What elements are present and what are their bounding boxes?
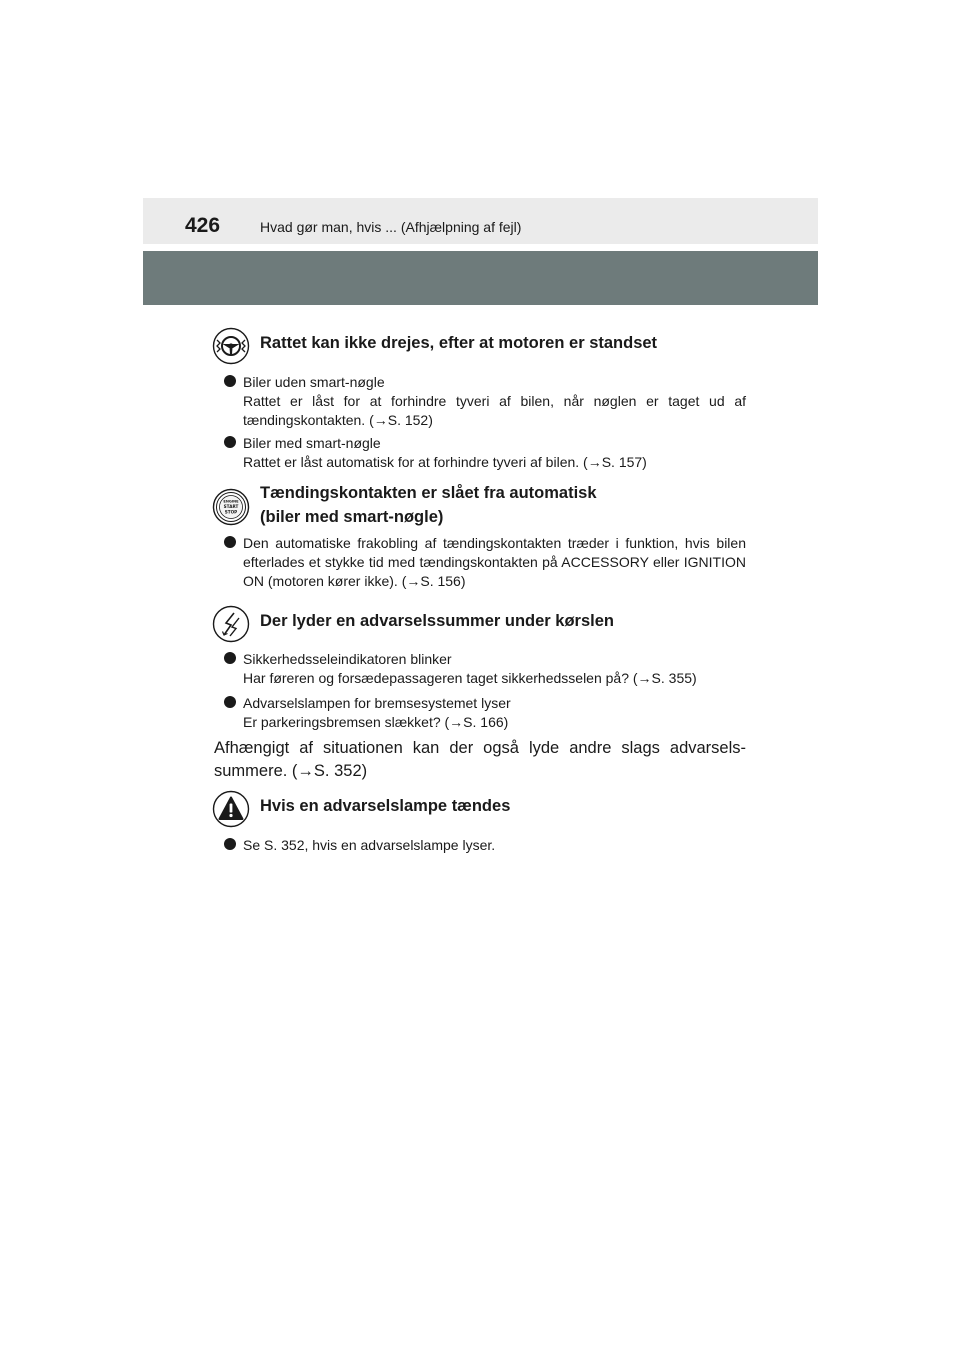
item-text: Rattet er låst automatisk for at forhindre tyveri af bilen. (→S. 157) — [243, 454, 647, 470]
item-text: Er parkeringsbremsen slækket? (→S. 166) — [243, 714, 509, 730]
item-text: Har føreren og forsædepassageren taget sikkerhedsselen på? (→S. 355) — [243, 670, 697, 686]
page-number: 426 — [185, 214, 221, 237]
item-heading: Advarselslampen for bremsesystemet lyser — [243, 695, 511, 711]
list-item — [224, 694, 746, 732]
button-label: START — [223, 504, 239, 509]
section-title-buzzer: Der lyder en advarselssummer under kørslen — [260, 612, 614, 630]
section-title-ignition — [260, 481, 597, 529]
list-item — [224, 373, 746, 430]
bullet — [224, 536, 236, 548]
running-title: Hvad gør man, hvis ... (Afhjælpning af fejl) — [260, 219, 522, 235]
section-title-steering: Rattet kan ikke drejes, efter at motoren er standset — [260, 334, 658, 352]
list-item — [224, 836, 746, 855]
section-title-line: (biler med smart-nøgle) — [260, 508, 444, 526]
button-label: STOP — [224, 509, 238, 515]
engine-start-stop-button-icon — [212, 488, 250, 526]
section-title-line: Tændingskontakten er slået fra automatisk — [260, 484, 597, 502]
buzzer-sound-icon — [212, 605, 250, 643]
item-text: Rattet er låst for at forhindre tyveri af bilen, når nøglen er taget ud af tændingskontakten. (→S. 152) — [243, 393, 746, 428]
list-item — [224, 650, 746, 688]
item-heading: Biler uden smart-nøgle — [243, 374, 385, 390]
steering-lock-icon — [212, 327, 250, 365]
item-text: Se S. 352, hvis en advarselslampe lyser. — [243, 837, 496, 853]
bullet — [224, 652, 236, 664]
item-heading: Biler med smart-nøgle — [243, 435, 381, 451]
item-text: Den automatiske frakobling af tændingskontakten træder i funktion, hvis bilen efterlades et stykke tid med tændingskontakten på ACCESSORY eller IGNITION ON (motoren kører ikke). (→S. 156) — [243, 535, 746, 589]
warning-triangle-icon — [212, 790, 250, 828]
list-item — [224, 434, 746, 472]
list-item — [224, 534, 746, 591]
bullet — [224, 375, 236, 387]
button-label: ENGINE — [223, 499, 239, 504]
bullet — [224, 696, 236, 708]
chapter-title-bar — [143, 251, 818, 305]
section-title-warning-lamp: Hvis en advarselslampe tændes — [260, 797, 511, 815]
item-heading: Sikkerhedsseleindikatoren blinker — [243, 651, 452, 667]
bullet — [224, 436, 236, 448]
bullet — [224, 838, 236, 850]
body-paragraph: Afhængigt af situationen kan der også lyde andre slags advarsels-summere. (→S. 352) — [214, 739, 746, 780]
